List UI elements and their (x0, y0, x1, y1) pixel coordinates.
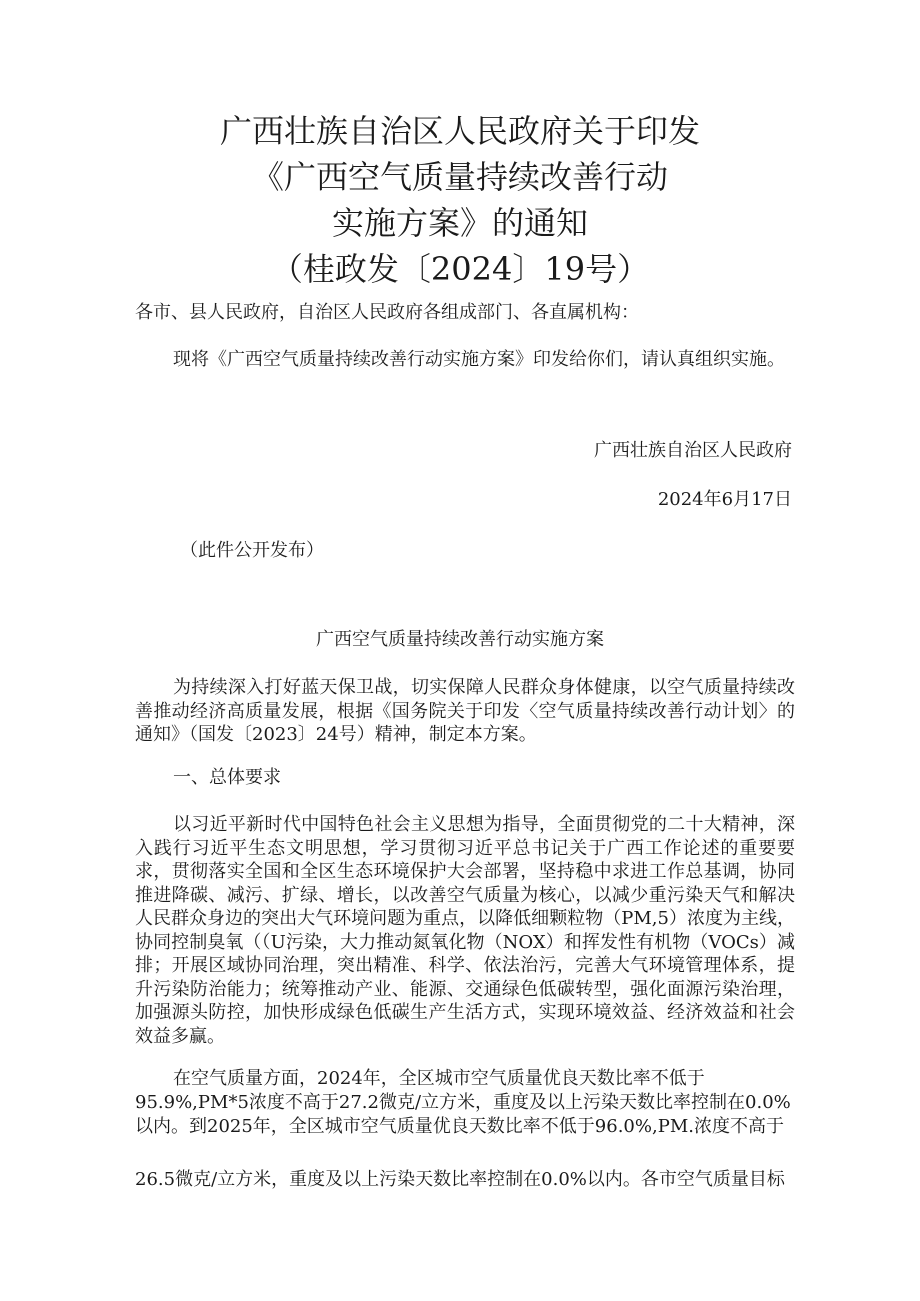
notice-body: 现将《广西空气质量持续改善行动实施方案》印发给你们，请认真组织实施。 (173, 349, 785, 370)
title-line-3: 实施方案》的通知 (331, 204, 588, 242)
targets-line-4: 26.5微克/立方米，重度及以上污染天数比率控制在0.0%以内。各市空气质量目标 (135, 1169, 785, 1190)
title-line-1: 广西壮族自治区人民政府关于印发 (219, 112, 700, 150)
plan-intro-paragraph: 为持续深入打好蓝天保卫战，切实保障人民群众身体健康，以空气质量持续改善推动经济高质量发展，根据《国务院关于印发〈空气质量持续改善行动计划〉的通知》（国发〔2023〕24号）精神，制定本方案。 (135, 677, 795, 745)
title-line-4: （桂政发〔2024〕19号） (270, 250, 650, 288)
plan-title: 广西空气质量持续改善行动实施方案 (316, 629, 604, 650)
issue-date: 2024年6月17日 (657, 489, 792, 510)
title-line-2: 《广西空气质量持续改善行动 (251, 158, 668, 196)
salutation: 各市、县人民政府，自治区人民政府各组成部门、各直属机构： (135, 302, 639, 323)
section-heading-general-requirements: 一、总体要求 (173, 767, 281, 788)
targets-line-1: 在空气质量方面，2024年，全区城市空气质量优良天数比率不低于 (173, 1068, 705, 1089)
issuer: 广西壮族自治区人民政府 (594, 440, 792, 461)
targets-line-3: 以内。到2025年，全区城市空气质量优良天数比率不低于96.0%,PM.浓度不高于 (135, 1116, 784, 1137)
document-title (0, 108, 920, 292)
general-requirements-paragraph: 以习近平新时代中国特色社会主义思想为指导，全面贯彻党的二十大精神，深入践行习近平生态文明思想，学习贯彻习近平总书记关于广西工作论述的重要要求，贯彻落实全国和全区生态环境保护大会部署，坚持稳中求进工作总基调，协同推进降碳、减污、扩绿、增长，以改善空气质量为核心，以减少重污染天气和解决人民群众身边的突出大气环境问题为重点，以降低细颗粒物（PM,5）浓度为主线，协同控制臭氧（（U污染，大力推动氮氧化物（NOX）和挥发性有机物（VOCs）减排；开展区域协同治理，突出精准、科学、依法治污，完善大气环境管理体系，提升污染防治能力；统筹推动产业、能源、交通绿色低碳转型，强化面源污染治理，加强源头防控，加快形成绿色低碳生产生活方式，实现环境效益、经济效益和社会效益多赢。 (135, 814, 795, 1047)
targets-line-2: 95.9%,PM*5浓度不高于27.2微克/立方米，重度及以上污染天数比率控制在0.0% (135, 1092, 791, 1113)
release-note: （此件公开发布） (180, 540, 324, 561)
